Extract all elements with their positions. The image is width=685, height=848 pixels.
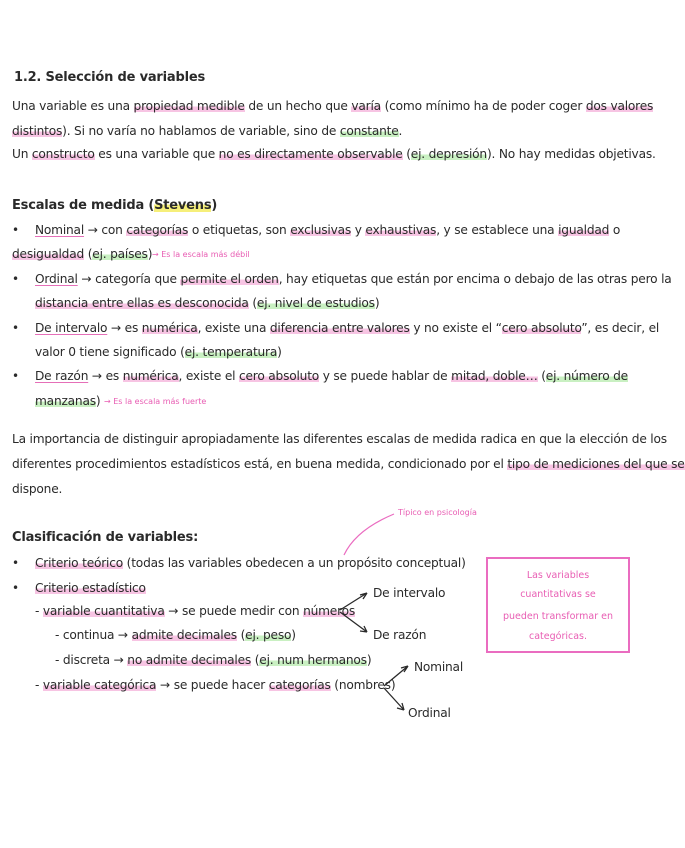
statistical-criterion: Criterio estadístico (35, 581, 146, 595)
bullet-theoretical: • (12, 556, 20, 570)
branch-interval: De intervalo (373, 586, 446, 600)
scales-heading: Escalas de medida (Stevens) (12, 198, 218, 213)
quantitative-variable: - variable cuantitativa → se puede medir con números (35, 604, 356, 618)
note-box-line-2: cuantitativas se (520, 589, 596, 600)
ordinal-line-2: distancia entre ellas es desconocida (ej. nivel de estudios) (35, 296, 380, 310)
branch-ordinal: Ordinal (408, 706, 451, 720)
bullet-nominal: • (12, 223, 20, 237)
theoretical-criterion: Criterio teórico (todas las variables obedecen a un propósito conceptual) (35, 556, 466, 570)
intro-line-2: distintos). Si no varía no hablamos de variable, sino de constante. (12, 124, 403, 138)
bullet-ordinal: • (12, 272, 20, 286)
classification-heading: Clasificación de variables: (12, 530, 199, 545)
ratio-note: → Es la escala más fuerte (104, 397, 207, 406)
interval-line-2: valor 0 tiene significado (ej. temperatura) (35, 345, 282, 359)
nominal-line-2: desigualdad (ej. países) (12, 247, 153, 261)
ordinal-line-1: Ordinal → categoría que permite el orden, hay etiquetas que están por encima o debajo de las otras pero la (35, 272, 672, 286)
psych-note: Típico en psicología (398, 508, 477, 517)
ratio-line-1: De razón → es numérica, existe el cero absoluto y se puede hablar de mitad, doble… (ej. número de (35, 369, 628, 383)
note-box-line-4: categóricas. (528, 631, 588, 642)
interval-line-1: De intervalo → es numérica, existe una diferencia entre valores y no existe el “cero absoluto”, es decir, el (35, 321, 660, 335)
section-title: 1.2. Selección de variables (14, 70, 205, 85)
importance-line-1: La importancia de distinguir apropiadamente las diferentes escalas de medida radica en que la elección de los (12, 432, 667, 446)
intro-line-3: Un constructo es una variable que no es directamente observable (ej. depresión). No hay medidas objetivas. (12, 147, 656, 161)
bullet-interval: • (12, 321, 20, 335)
note-box-line-3: pueden transformar en (503, 611, 613, 622)
quant-branch-up (340, 593, 367, 610)
intro-line-1: Una variable es una propiedad medible de un hecho que varía (como mínimo ha de poder coger dos valores (12, 99, 654, 113)
importance-line-2: diferentes procedimientos estadísticos está, en buena medida, condicionado por el tipo de mediciones del que se (12, 457, 685, 471)
branch-nominal: Nominal (414, 660, 464, 674)
ratio-line-2: manzanas) (35, 394, 101, 408)
categorical-variable: - variable categórica → se puede hacer categorías (nombres) (35, 678, 396, 692)
discrete-variable: - discreta → no admite decimales (ej. num hermanos) (55, 653, 372, 667)
bullet-ratio: • (12, 369, 20, 383)
nominal-note: → Es la escala más débil (152, 250, 250, 259)
importance-line-3: dispone. (12, 482, 63, 496)
branch-ratio: De razón (373, 628, 427, 642)
continuous-variable: - continua → admite decimales (ej. peso) (55, 628, 296, 642)
note-box (486, 557, 630, 653)
note-box-line-1: Las variables (526, 570, 590, 581)
psych-note-arrow (344, 514, 394, 555)
cat-branch-down (384, 688, 404, 710)
nominal-line-1: Nominal → con categorías o etiquetas, son exclusivas y exhaustivas, y se establece una igualdad o (35, 223, 621, 237)
cat-branch-up (384, 666, 408, 686)
bullet-statistical: • (12, 581, 20, 595)
quant-branch-down (340, 612, 367, 632)
